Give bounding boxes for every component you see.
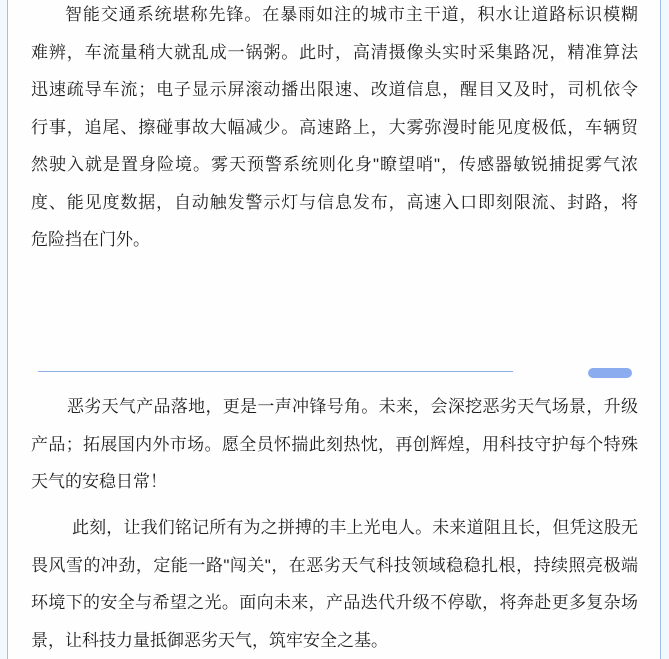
text-line: 危险挡在门外。	[31, 230, 150, 249]
paragraph-smart-traffic	[31, 0, 638, 259]
page-break-handle[interactable]	[588, 368, 632, 378]
text-line: 度、能见度数据，自动触发警示灯与信息发布，高速入口即刻限流、封路，将	[31, 192, 638, 212]
text-line: 天气的安稳日常！	[31, 472, 167, 491]
text-line: 此刻，让我们铭记所有为之拼搏的丰上光电人。未来道阻且长，但凭这股无	[72, 518, 638, 537]
paragraph-closing	[31, 509, 638, 659]
text-line: 产品；拓展国内外市场。愿全员怀揣此刻热忱，再创辉煌，用科技守护每个特殊	[31, 434, 638, 454]
text-line: 迅速疏导车流；电子显示屏滚动播出限速、改道信息，醒目又及时，司机依令	[31, 80, 638, 99]
text-line: 畏风雪的冲劲，定能一路"闯关"，在恶劣天气科技领域稳稳扎根，持续照亮极端	[31, 555, 638, 575]
text-line: 环境下的安全与希望之光。面向未来，产品迭代升级不停歇，将奔赴更多复杂场	[31, 593, 638, 612]
page-edge-right	[660, 0, 669, 659]
page-break-line	[38, 371, 513, 372]
page-edge-left	[0, 0, 8, 659]
text-line: 行事，追尾、擦碰事故大幅减少。高速路上，大雾弥漫时能见度极低，车辆贸	[31, 117, 638, 137]
text-line: 景，让科技力量抵御恶劣天气，筑牢安全之基。	[31, 630, 388, 650]
text-line: 难辨，车流量稍大就乱成一锅粥。此时，高清摄像头实时采集路况，精准算法	[31, 42, 638, 62]
paragraph-product-launch	[31, 388, 638, 501]
text-line: 恶劣天气产品落地，更是一声冲锋号角。未来，会深挖恶劣天气场景，升级	[67, 397, 638, 416]
text-line: 智能交通系统堪称先锋。在暴雨如注的城市主干道，积水让道路标识模糊	[65, 5, 638, 24]
text-line: 然驶入就是置身险境。雾天预警系统则化身"瞭望哨"，传感器敏锐捕捉雾气浓	[31, 155, 638, 174]
